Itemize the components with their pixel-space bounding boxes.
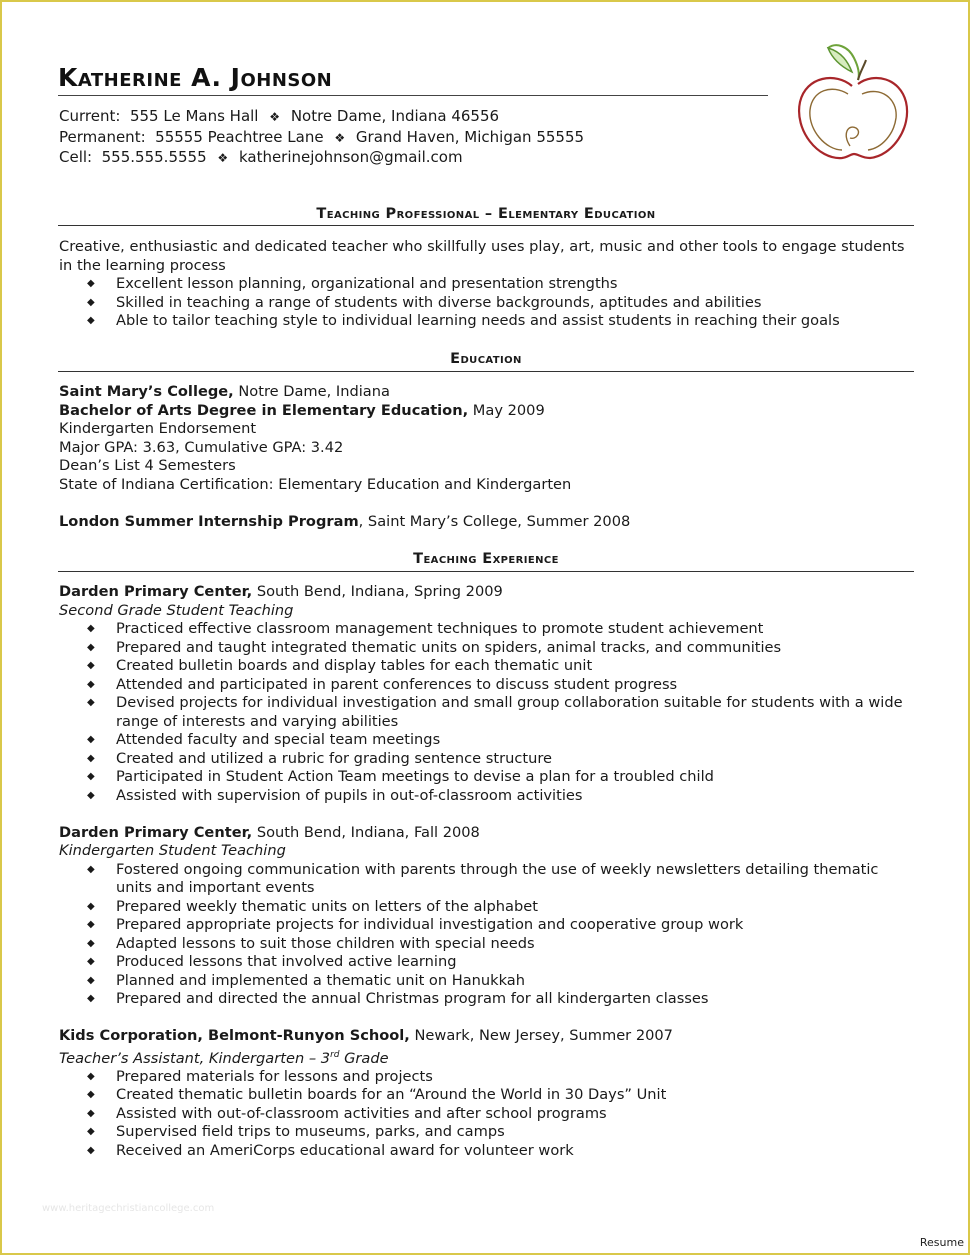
list-item: [59, 1142, 914, 1161]
list-item: [59, 935, 914, 954]
watermark-text: www.heritagechristiancollege.com: [42, 1203, 215, 1214]
section-title-profile: Teaching Professional – Elementary Education: [316, 206, 656, 222]
bullet-icon: ◆: [87, 623, 95, 634]
bullet-icon: ◆: [87, 752, 95, 764]
section-title-education: Education: [450, 351, 522, 367]
list-item: [59, 275, 914, 294]
job-bullets: [59, 620, 914, 805]
job-role-text: Teacher’s Assistant, Kindergarten – 3: [59, 1049, 331, 1067]
list-item: [59, 312, 914, 331]
diamond-separator-icon: ❖: [217, 151, 229, 165]
list-item: [59, 620, 914, 639]
cell-phone: 555.555.5555: [101, 148, 207, 166]
list-item-text: Excellent lesson planning, organizational and presentation strengths: [116, 275, 618, 292]
bullet-icon: ◆: [87, 1126, 95, 1138]
list-item-text: Assisted with out-of-classroom activities and after school programs: [116, 1104, 607, 1122]
bullet-icon: ◆: [87, 900, 95, 912]
section-divider: [58, 571, 914, 572]
degree-name: Bachelor of Arts Degree in Elementary Education,: [59, 401, 469, 419]
list-item: [59, 676, 914, 695]
list-item-text: Produced lessons that involved active learning: [116, 953, 457, 970]
section-divider: [58, 225, 914, 226]
permanent-address-street: 55555 Peachtree Lane: [155, 127, 324, 146]
contact-block: [59, 107, 584, 169]
job-header: [59, 1027, 914, 1046]
list-item: [59, 990, 914, 1009]
permanent-label: Permanent:: [59, 127, 146, 146]
profile-block: [59, 238, 914, 331]
permanent-address-line: [59, 128, 584, 149]
list-item: [59, 916, 914, 935]
degree-date: May 2009: [468, 401, 545, 419]
list-item: [59, 1086, 914, 1105]
job-entry: [59, 583, 914, 805]
list-item-text: Attended faculty and special team meetings: [116, 731, 441, 748]
cell-label: Cell:: [59, 148, 93, 166]
list-item: [59, 1068, 914, 1087]
list-item: [59, 750, 914, 769]
list-item: [59, 787, 914, 806]
job-header: [59, 824, 914, 843]
job-bullets: [59, 861, 914, 1009]
list-item: [59, 953, 914, 972]
bullet-icon: ◆: [87, 993, 95, 1004]
list-item-text: Prepared materials for lessons and projects: [116, 1067, 433, 1085]
list-item: [59, 861, 914, 898]
degree-line: [59, 402, 914, 421]
list-item: [59, 1123, 914, 1142]
internship-program: London Summer Internship Program: [59, 512, 359, 530]
list-item-text: Adapted lessons to suit those children with special needs: [116, 934, 535, 952]
current-label: Current:: [59, 107, 121, 125]
list-item: [59, 639, 914, 658]
job-org: Kids Corporation, Belmont-Runyon School,: [59, 1027, 410, 1044]
list-item-text: Practiced effective classroom management techniques to promote student achievement: [116, 620, 764, 637]
bullet-icon: ◆: [87, 734, 95, 745]
diamond-separator-icon: ❖: [269, 110, 281, 124]
school-location: Notre Dame, Indiana: [233, 383, 390, 400]
list-item: [59, 657, 914, 676]
job-role-sup: rd: [330, 1049, 340, 1060]
bullet-icon: ◆: [87, 974, 95, 986]
list-item-text: Attended and participated in parent conferences to discuss student progress: [116, 675, 678, 693]
bullet-icon: ◆: [87, 771, 95, 782]
profile-bullets: [59, 275, 914, 331]
job-org: Darden Primary Center,: [59, 583, 253, 600]
job-entry: [59, 1027, 914, 1160]
list-item-text: Supervised field trips to museums, parks, and camps: [116, 1123, 505, 1141]
job-role: Second Grade Student Teaching: [59, 601, 294, 619]
list-item-text: Skilled in teaching a range of students with diverse backgrounds, aptitudes and abilities: [116, 293, 762, 311]
education-detail: State of Indiana Certification: Elementary Education and Kindergarten: [59, 475, 572, 493]
candidate-name: Katherine A. Johnson: [58, 63, 333, 92]
list-item-text: Devised projects for individual investigation and small group collaboration suitable for students with a wide range of interests and varying abilities: [116, 694, 903, 730]
job-detail: South Bend, Indiana, Fall 2008: [252, 823, 480, 841]
list-item: [59, 972, 914, 991]
list-item: [59, 731, 914, 750]
list-item-text: Created bulletin boards and display tables for each thematic unit: [116, 657, 593, 674]
list-item: [59, 768, 914, 787]
school-name: Saint Mary’s College,: [59, 383, 234, 400]
job-bullets: [59, 1068, 914, 1161]
list-item-text: Assisted with supervision of pupils in out-of-classroom activities: [116, 786, 583, 804]
bullet-icon: ◆: [87, 919, 95, 930]
bullet-icon: ◆: [87, 789, 95, 801]
diamond-separator-icon: ❖: [334, 130, 346, 145]
list-item-text: Prepared weekly thematic units on letters of the alphabet: [116, 897, 538, 915]
name-divider: [58, 95, 768, 96]
cell-line: [59, 148, 584, 169]
section-divider: [58, 371, 914, 372]
footer-label: Resume: [919, 1236, 964, 1249]
current-address-street: 555 Le Mans Hall: [129, 107, 259, 125]
apple-logo-icon: [788, 36, 916, 166]
job-role-suffix: Grade: [339, 1049, 389, 1067]
bullet-icon: ◆: [87, 937, 95, 949]
bullet-icon: ◆: [87, 641, 95, 653]
education-detail: Kindergarten Endorsement: [59, 420, 257, 437]
bullet-icon: ◆: [87, 863, 95, 875]
education-detail: Major GPA: 3.63, Cumulative GPA: 3.42: [59, 438, 344, 456]
bullet-icon: ◆: [87, 1089, 95, 1101]
school-line: [59, 383, 914, 402]
bullet-icon: ◆: [87, 1144, 95, 1156]
list-item-text: Prepared and directed the annual Christmas program for all kindergarten classes: [116, 990, 709, 1007]
bullet-icon: ◆: [87, 296, 95, 308]
list-item-text: Fostered ongoing communication with parents through the use of weekly newsletters detailing thematic units and important events: [116, 860, 879, 896]
list-item-text: Received an AmeriCorps educational award for volunteer work: [116, 1141, 574, 1159]
list-item-text: Prepared and taught integrated thematic units on spiders, animal tracks, and communities: [116, 638, 782, 656]
bullet-icon: ◆: [87, 315, 95, 326]
job-org: Darden Primary Center,: [59, 823, 253, 841]
job-entry: [59, 824, 914, 1009]
email-address[interactable]: katherinejohnson@gmail.com: [238, 148, 463, 166]
job-role: [59, 1046, 914, 1068]
list-item: [59, 294, 914, 313]
current-address-city: Notre Dame, Indiana 46556: [290, 107, 500, 125]
list-item-text: Created and utilized a rubric for grading sentence structure: [116, 749, 553, 767]
bullet-icon: ◆: [87, 956, 95, 967]
experience-block: [59, 583, 914, 1160]
job-detail: South Bend, Indiana, Spring 2009: [252, 583, 503, 600]
job-role: Kindergarten Student Teaching: [59, 842, 286, 859]
list-item-text: Participated in Student Action Team meetings to devise a plan for a troubled child: [116, 768, 714, 785]
current-address-line: [59, 107, 584, 128]
bullet-icon: ◆: [87, 678, 95, 690]
list-item-text: Able to tailor teaching style to individual learning needs and assist students in reaching their goals: [116, 312, 840, 329]
list-item: [59, 694, 914, 731]
section-title-experience: Teaching Experience: [413, 551, 559, 567]
list-item-text: Prepared appropriate projects for individual investigation and cooperative group work: [116, 916, 744, 933]
job-detail: Newark, New Jersey, Summer 2007: [409, 1027, 673, 1044]
list-item: [59, 898, 914, 917]
bullet-icon: ◆: [87, 660, 95, 671]
permanent-address-city: Grand Haven, Michigan 55555: [355, 127, 585, 146]
bullet-icon: ◆: [87, 1107, 95, 1119]
education-detail: Dean’s List 4 Semesters: [59, 457, 236, 474]
list-item: [59, 1105, 914, 1124]
internship-detail: , Saint Mary’s College, Summer 2008: [358, 512, 631, 530]
internship-line: [59, 513, 914, 532]
list-item-text: Created thematic bulletin boards for an “Around the World in 30 Days” Unit: [116, 1086, 667, 1104]
education-block: [59, 383, 914, 531]
job-header: [59, 583, 914, 602]
bullet-icon: ◆: [87, 697, 95, 708]
profile-summary: Creative, enthusiastic and dedicated teacher who skillfully uses play, art, music and other tools to engage students in the learning process: [59, 238, 905, 274]
bullet-icon: ◆: [87, 1070, 95, 1082]
list-item-text: Planned and implemented a thematic unit on Hanukkah: [116, 971, 526, 989]
bullet-icon: ◆: [87, 278, 95, 289]
